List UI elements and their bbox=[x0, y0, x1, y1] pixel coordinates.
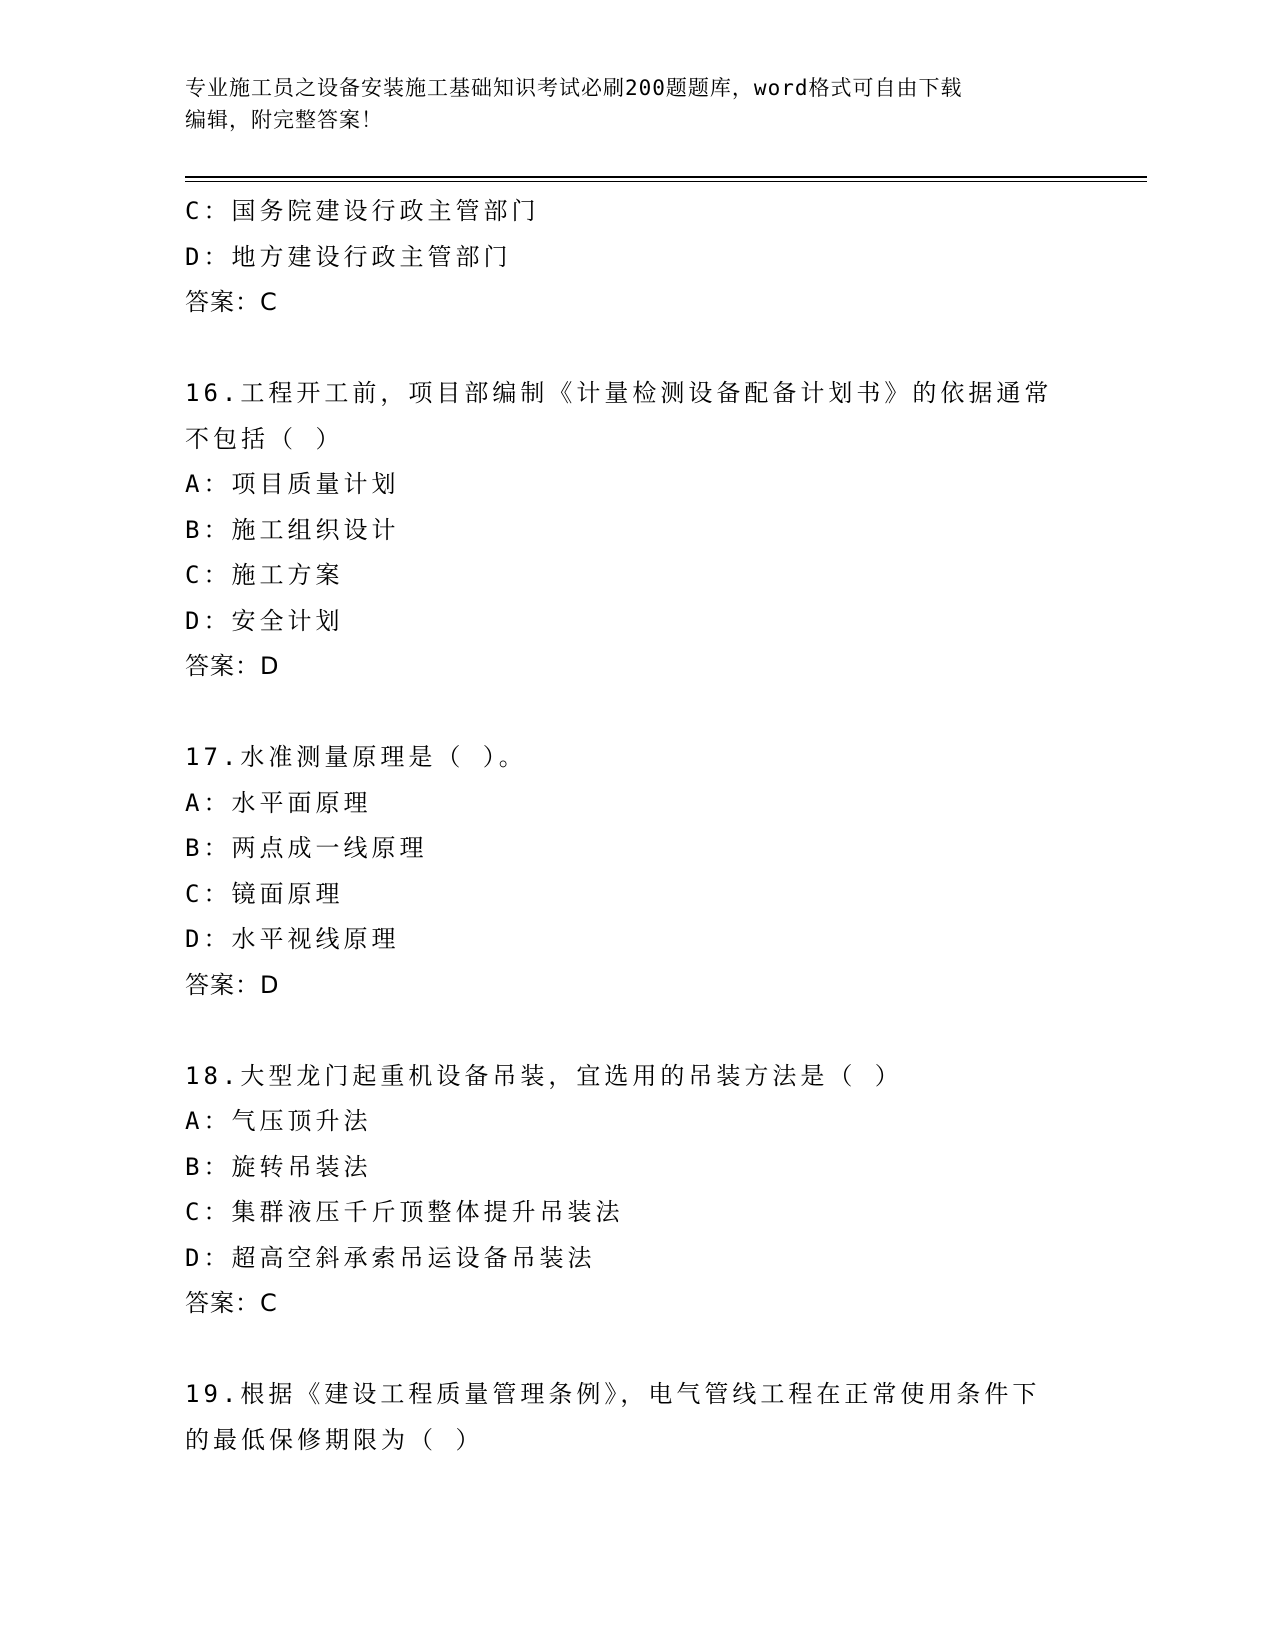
spacer bbox=[185, 690, 1085, 736]
q17-option-b: B：两点成一线原理 bbox=[185, 834, 428, 862]
question-15-partial bbox=[185, 189, 1085, 326]
q17-answer: 答案：D bbox=[185, 970, 280, 999]
q18-stem-line-1: 18.大型龙门起重机设备吊装，宜选用的吊装方法是（ ） bbox=[185, 1061, 903, 1090]
question-17 bbox=[185, 735, 1085, 1008]
q16-option-a: A：项目质量计划 bbox=[185, 470, 400, 498]
q19-stem-line-1: 19.根据《建设工程质量管理条例》，电气管线工程在正常使用条件下 bbox=[185, 1380, 1041, 1408]
question-list bbox=[185, 189, 1085, 1463]
q15-option-d: D：地方建设行政主管部门 bbox=[185, 242, 512, 271]
q16-option-c: C：施工方案 bbox=[185, 561, 344, 589]
spacer bbox=[185, 1008, 1085, 1054]
q16-option-b: B：施工组织设计 bbox=[185, 515, 400, 544]
q16-option-d: D：安全计划 bbox=[185, 606, 344, 635]
header-line-1: 专业施工员之设备安装施工基础知识考试必刷200题题库，word格式可自由下载 bbox=[185, 76, 963, 100]
q17-option-a: A：水平面原理 bbox=[185, 788, 372, 817]
header-divider-thick bbox=[185, 176, 1147, 178]
spacer bbox=[185, 326, 1085, 372]
q16-stem-line-1: 16.工程开工前，项目部编制《计量检测设备配备计划书》的依据通常 bbox=[185, 379, 1053, 407]
q16-stem-line-2: 不包括（ ） bbox=[185, 424, 344, 453]
q18-option-c: C：集群液压千斤顶整体提升吊装法 bbox=[185, 1198, 624, 1226]
spacer bbox=[185, 1327, 1085, 1373]
q18-option-a: A：气压顶升法 bbox=[185, 1107, 372, 1135]
question-18 bbox=[185, 1054, 1085, 1327]
question-16 bbox=[185, 371, 1085, 690]
q17-option-d: D：水平视线原理 bbox=[185, 925, 400, 953]
question-19 bbox=[185, 1372, 1085, 1463]
header-divider-thin bbox=[185, 181, 1147, 182]
q17-option-c: C：镜面原理 bbox=[185, 879, 344, 908]
header-line-2: 编辑，附完整答案！ bbox=[185, 108, 383, 132]
q18-option-b: B：旋转吊装法 bbox=[185, 1152, 372, 1181]
q17-stem-line-1: 17.水准测量原理是（ ）。 bbox=[185, 743, 527, 771]
q15-answer: 答案：C bbox=[185, 288, 278, 316]
q18-answer: 答案：C bbox=[185, 1289, 278, 1317]
document-header bbox=[185, 72, 1085, 136]
q19-stem-line-2: 的最低保修期限为（ ） bbox=[185, 1425, 484, 1454]
q18-option-d: D：超高空斜承索吊运设备吊装法 bbox=[185, 1243, 596, 1272]
q16-answer: 答案：D bbox=[185, 652, 280, 680]
q15-option-c: C：国务院建设行政主管部门 bbox=[185, 197, 540, 225]
